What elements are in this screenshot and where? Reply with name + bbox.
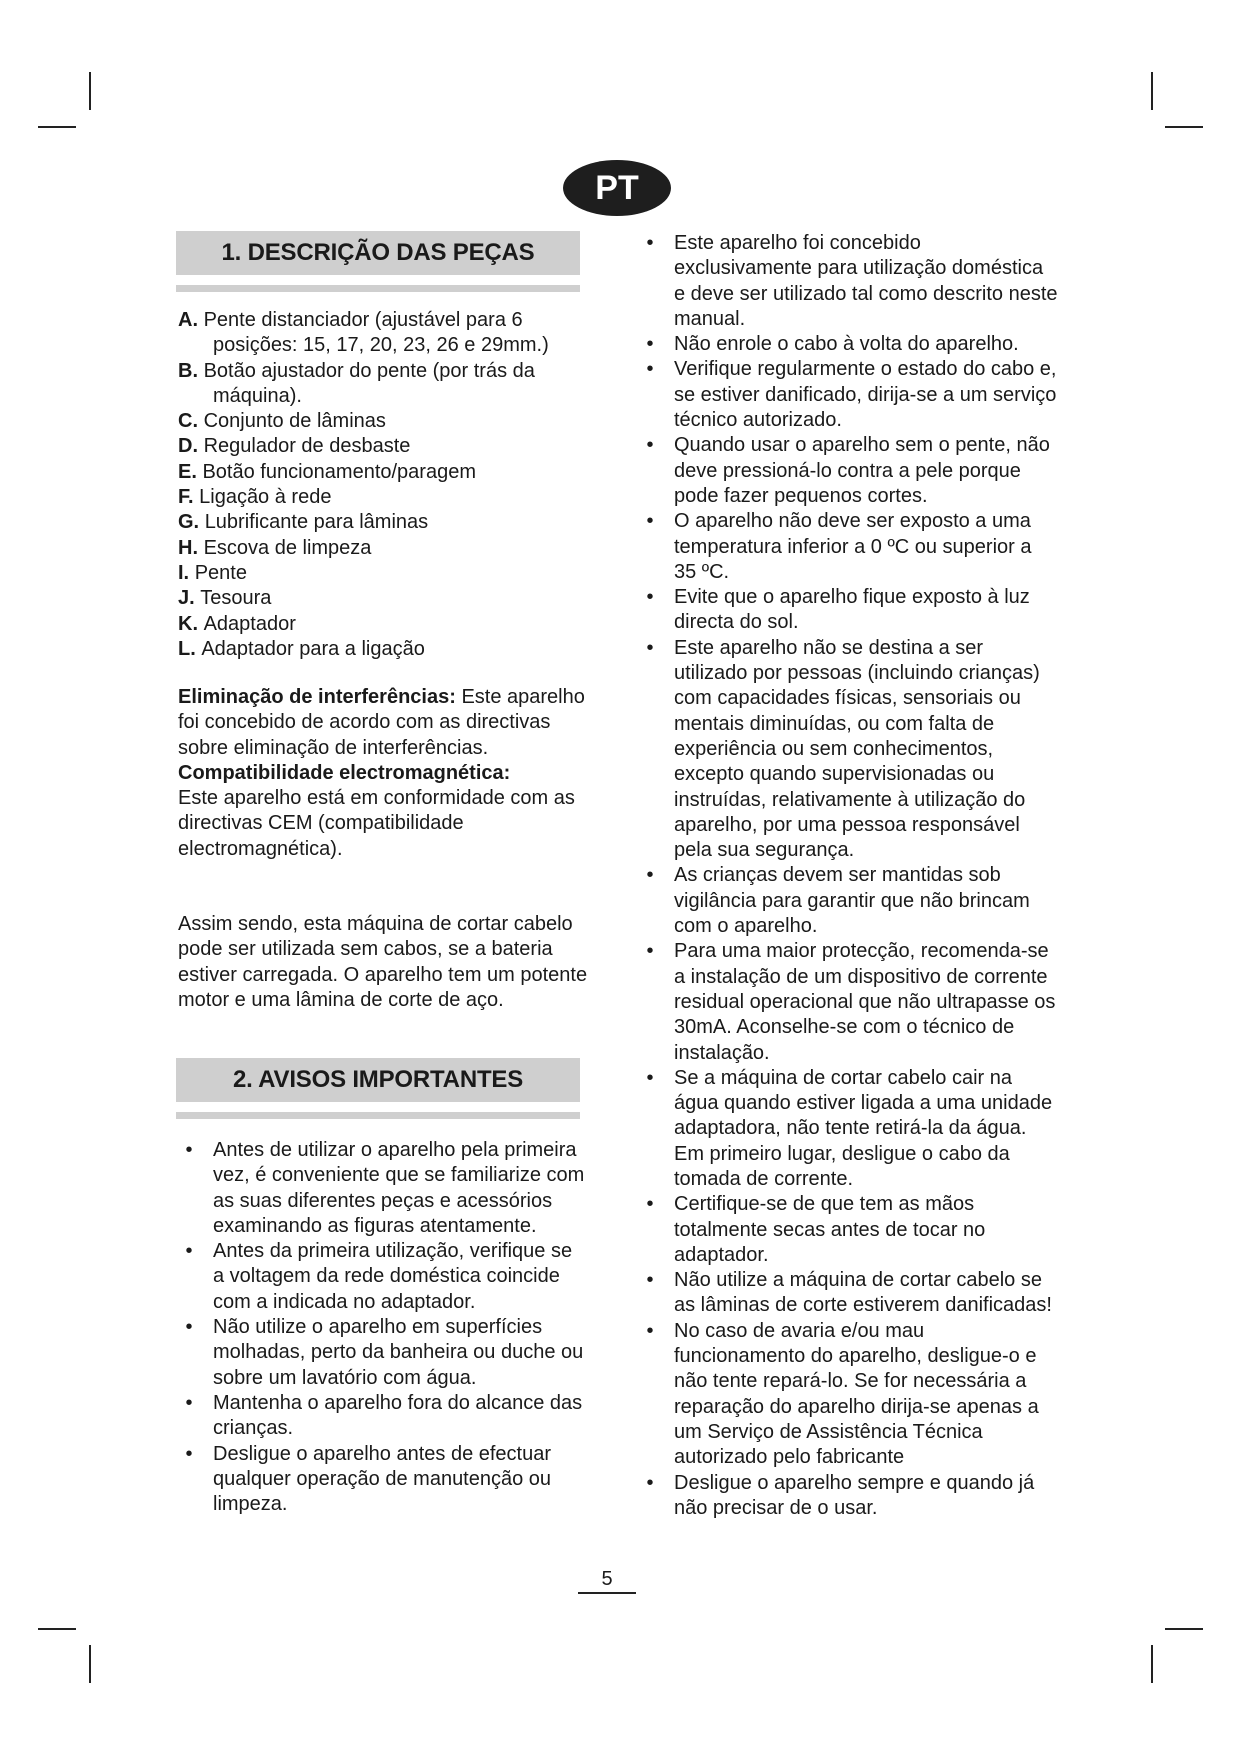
compliance-block (178, 685, 588, 862)
list-item (639, 1268, 1059, 1319)
interference-text: Este aparelho foi concebido de acordo com as directivas sobre eliminação de interferências. (178, 686, 585, 759)
warnings-list-right (639, 231, 1059, 1521)
emc-paragraph (178, 761, 588, 862)
bullet-icon: • (185, 1316, 193, 1339)
bullet-icon: • (646, 940, 654, 963)
section-1-rule (176, 285, 580, 292)
section-1-heading: 1. DESCRIÇÃO DAS PEÇAS (176, 231, 580, 275)
warning-text: Certifique-se de que tem as mãos totalmente secas antes de tocar no adaptador. (674, 1193, 986, 1266)
part-text: Adaptador (203, 612, 296, 635)
warning-text: Antes da primeira utilização, verifique se a voltagem da rede doméstica coincide com a indicada no adaptador. (213, 1240, 573, 1313)
part-letter: I. (178, 561, 190, 584)
bullet-icon: • (646, 1066, 654, 1089)
warning-text: Verifique regularmente o estado do cabo e, se estiver danificado, dirija-se a um serviço técnico autorizado. (674, 358, 1057, 432)
part-text: Adaptador para a ligação (201, 637, 425, 660)
warning-text: Não utilize o aparelho em superfícies molhadas, perto da banheira ou duche ou sobre um lavatório com água. (213, 1316, 584, 1389)
list-item (178, 1138, 588, 1239)
bullet-icon: • (646, 1319, 654, 1342)
interference-title: Eliminação de interferências: (178, 686, 456, 708)
list-item (178, 409, 588, 434)
list-item (639, 1471, 1059, 1522)
warning-text: Mantenha o aparelho fora do alcance das crianças. (213, 1391, 583, 1440)
emc-text: Este aparelho está em conformidade com as directivas CEM (compatibilidade electromagnética). (178, 787, 575, 860)
part-letter: D. (178, 435, 198, 458)
part-text: Escova de limpeza (203, 536, 372, 559)
list-item (639, 1066, 1059, 1192)
warning-text: Não enrole o cabo à volta do aparelho. (674, 333, 1019, 356)
list-item (178, 586, 588, 611)
list-item (178, 1239, 588, 1315)
warning-text: No caso de avaria e/ou mau funcionamento do aparelho, desligue-o e não tente repará-lo. Se for necessária a reparação do aparelho dirija-se apenas a um Serviço de Assistência Técnica autorizado pelo fabricante (674, 1319, 1039, 1469)
part-text: Pente distanciador (ajustável para 6 posições: 15, 17, 20, 23, 26 e 29mm.) (203, 309, 549, 357)
list-item (639, 357, 1059, 433)
crop-mark (1151, 1645, 1153, 1683)
part-text: Tesoura (200, 587, 272, 610)
warning-text: Este aparelho não se destina a ser utilizado por pessoas (incluindo crianças) com capacidades físicas, sensoriais ou mentais diminuídas, ou com falta de experiência ou sem conhecimentos, excepto quando supervisionadas ou instruídas, relativamente à utilização do aparelho, por uma pessoa responsável pela sua segurança. (674, 636, 1040, 862)
list-item (639, 1319, 1059, 1471)
part-letter: B. (178, 359, 198, 382)
bullet-icon: • (646, 1471, 654, 1494)
warning-text: Evite que o aparelho fique exposto à luz directa do sol. (674, 586, 1030, 634)
list-item (178, 308, 588, 359)
list-item (178, 359, 588, 410)
warning-text: Não utilize a máquina de cortar cabelo se as lâminas de corte estiverem danificadas! (674, 1269, 1052, 1317)
bullet-icon: • (646, 586, 654, 609)
part-letter: C. (178, 410, 198, 433)
cordless-paragraph (178, 912, 588, 1013)
warning-text: Desligue o aparelho antes de efectuar qualquer operação de manutenção ou limpeza. (213, 1442, 552, 1516)
list-item (178, 510, 588, 535)
part-text: Botão ajustador do pente (por trás da máquina). (203, 359, 535, 407)
part-letter: J. (178, 587, 195, 610)
bullet-icon: • (185, 1240, 193, 1263)
warning-text: As crianças devem ser mantidas sob vigilância para garantir que não brincam com o aparelho. (674, 864, 1030, 938)
language-badge: PT (563, 160, 671, 216)
section-2-rule (176, 1112, 580, 1119)
warning-text: Antes de utilizar o aparelho pela primeira vez, é conveniente que se familiarize com as suas diferentes peças e acessórios examinando as figuras atentamente. (213, 1139, 585, 1237)
list-item (178, 434, 588, 459)
part-letter: A. (178, 309, 198, 331)
bullet-icon: • (646, 636, 654, 659)
bullet-icon: • (185, 1139, 193, 1161)
warning-text: O aparelho não deve ser exposto a uma temperatura inferior a 0 ºC ou superior a 35 ºC. (674, 510, 1032, 583)
warning-text: Este aparelho foi concebido exclusivamente para utilização doméstica e deve ser utilizado tal como descrito neste manual. (674, 232, 1058, 330)
bullet-icon: • (646, 1269, 654, 1292)
part-letter: H. (178, 536, 198, 559)
cordless-text: Assim sendo, esta máquina de cortar cabelo pode ser utilizada sem cabos, se a bateria estiver carregada. O aparelho tem um potente motor e uma lâmina de corte de aço. (178, 913, 588, 1011)
list-item (639, 636, 1059, 864)
warning-text: Quando usar o aparelho sem o pente, não deve pressioná-lo contra a pele porque pode fazer pequenos cortes. (674, 434, 1050, 507)
bullet-icon: • (646, 510, 654, 533)
bullet-icon: • (646, 434, 654, 457)
warning-text: Desligue o aparelho sempre e quando já não precisar de o usar. (674, 1471, 1035, 1519)
list-item (178, 637, 588, 662)
warnings-list-left (178, 1138, 588, 1517)
list-item (178, 485, 588, 510)
warning-text: Para uma maior protecção, recomenda-se a instalação de um dispositivo de corrente residual operacional que não ultrapasse os 30mA. Aconselhe-se com o técnico de instalação. (674, 940, 1056, 1064)
section-2-heading: 2. AVISOS IMPORTANTES (176, 1058, 580, 1102)
crop-mark (1165, 1628, 1203, 1630)
crop-mark (1165, 126, 1203, 128)
part-text: Conjunto de lâminas (203, 410, 386, 433)
part-letter: L. (178, 637, 196, 660)
part-letter: F. (178, 486, 194, 509)
list-item (639, 433, 1059, 509)
list-item (178, 1315, 588, 1391)
bullet-icon: • (185, 1442, 193, 1465)
part-letter: E. (178, 460, 197, 483)
list-item (178, 561, 588, 586)
emc-title: Compatibilidade electromagnética: (178, 761, 511, 784)
list-item (178, 1442, 588, 1518)
part-text: Pente (194, 561, 247, 584)
list-item (639, 939, 1059, 1065)
crop-mark (38, 126, 76, 128)
part-text: Botão funcionamento/paragem (202, 460, 476, 483)
part-letter: G. (178, 511, 200, 534)
page-number: 5 (578, 1566, 636, 1594)
bullet-icon: • (646, 333, 654, 356)
list-item (639, 231, 1059, 332)
crop-mark (38, 1628, 76, 1630)
list-item (639, 332, 1059, 357)
list-item (178, 612, 588, 637)
part-text: Regulador de desbaste (203, 435, 411, 458)
bullet-icon: • (646, 1193, 654, 1216)
list-item (639, 1192, 1059, 1268)
list-item (639, 585, 1059, 636)
bullet-icon: • (646, 358, 654, 381)
bullet-icon: • (646, 232, 654, 254)
list-item (639, 863, 1059, 939)
parts-list (178, 308, 588, 662)
crop-mark (1151, 72, 1153, 110)
list-item (178, 536, 588, 561)
bullet-icon: • (185, 1391, 193, 1414)
warning-text: Se a máquina de cortar cabelo cair na água quando estiver ligada a uma unidade adaptadora, não tente retirá-la da água. Em primeiro lugar, desligue o cabo da tomada de corrente. (674, 1066, 1053, 1190)
interference-paragraph (178, 685, 588, 761)
list-item (639, 509, 1059, 585)
part-text: Lubrificante para lâminas (204, 511, 429, 534)
part-letter: K. (178, 612, 198, 635)
list-item (178, 1391, 588, 1442)
bullet-icon: • (646, 864, 654, 887)
part-text: Ligação à rede (199, 486, 332, 509)
crop-mark (89, 72, 91, 110)
crop-mark (89, 1645, 91, 1683)
list-item (178, 460, 588, 485)
